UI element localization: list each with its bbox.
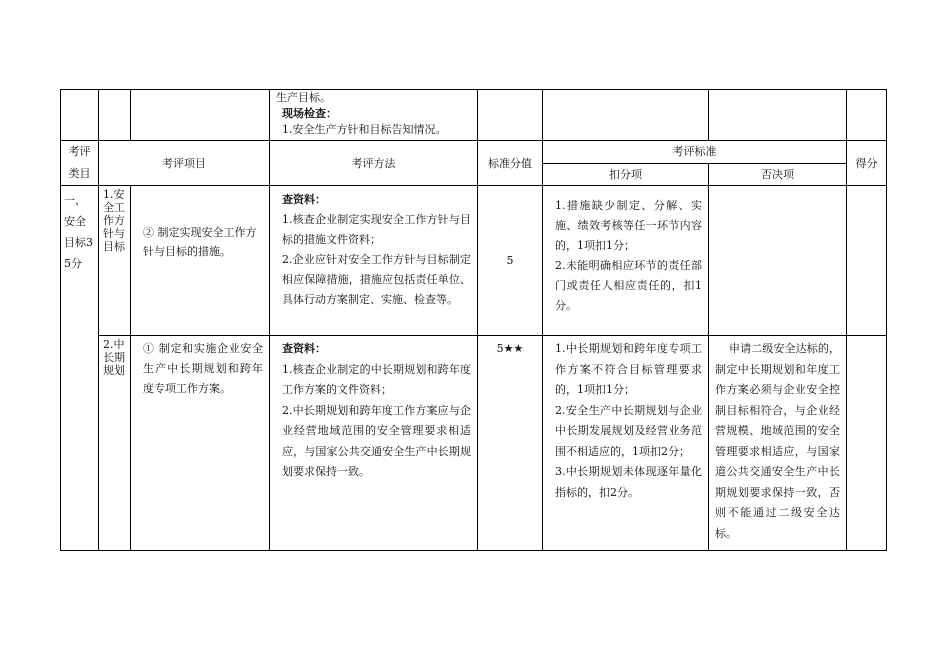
header-deduct: 扣分项 [543, 163, 709, 186]
deduct-line: 3.中长期规划未体现逐年量化指标的，扣2分。 [555, 465, 702, 499]
deduct-line: 2.安全生产中长期规划与企业中长期发展规划及经营业务范围不相适应的，1项扣2分； [555, 403, 702, 458]
item-description-text: ② 制定实现安全工作方针与目标的措施。 [143, 225, 257, 258]
method-line: 1.核查企业制定实现安全工作方针与目标的措施文件资料； [282, 213, 471, 246]
veto-cell [709, 336, 847, 551]
item-description [131, 336, 270, 551]
veto-cell [709, 186, 847, 336]
item-no-cell-empty [99, 90, 131, 141]
veto-cell-empty [709, 90, 847, 141]
veto-text: 申请二级安全达标的，制定中长期规划和年度工作方案必须与企业安全控制目标相符合，与企业经营规模、地域范围的安全管理要求相适应，与国家道公共交通安全生产中长期规划要求保持一致，否则不能通过二级安全达标。 [715, 342, 840, 540]
header-row [61, 141, 887, 164]
method-title: 现场检查： [282, 107, 337, 120]
header-score: 标准分值 [478, 141, 543, 186]
deduct-line: 2.未能明确相应环节的责任部门或责任人相应责任的，扣1分。 [555, 259, 702, 312]
deduct-line: 1.中长期规划和跨年度专项工作方案不符合目标管理要求的，1项扣1分； [555, 342, 702, 396]
assessment-table [60, 89, 887, 551]
header-veto: 否决项 [709, 163, 847, 186]
deduct-cell-empty [543, 90, 709, 141]
method-line: 生产目标。 [276, 91, 331, 104]
header-method: 考评方法 [270, 141, 478, 186]
item-number: 1.安全工作方针与目标 [99, 186, 131, 336]
method-line: 1.核查企业制定的中长期规划和跨年度工作方案的文件资料； [282, 362, 471, 396]
result-cell [847, 336, 887, 551]
deduct-cell [543, 336, 709, 551]
continuation-row [61, 90, 887, 141]
assessment-table-document [60, 89, 887, 551]
result-cell-empty [847, 90, 887, 141]
item-description-text: ① 制定和实施企业安全生产中长期规划和跨年度专项工作方案。 [143, 342, 263, 395]
score-cell: 5 [478, 186, 543, 336]
method-cell [270, 90, 478, 141]
score-cell: 5★★ [478, 336, 543, 551]
method-cell [270, 336, 478, 551]
table-row [61, 336, 887, 551]
method-line: 1.安全生产方针和目标告知情况。 [282, 123, 447, 136]
method-line: 2.企业应针对安全工作方针与目标制定相应保障措施，措施应包括责任单位、具体行动方案制定、实施、检查等。 [282, 253, 471, 306]
result-cell [847, 186, 887, 336]
method-title: 查资料： [282, 342, 326, 355]
item-desc-cell-empty [131, 90, 270, 141]
header-result: 得分 [847, 141, 887, 186]
category-cell: 一、安全目标35分 [61, 186, 99, 551]
method-title: 查资料： [282, 193, 326, 206]
method-cell [270, 186, 478, 336]
table-row [61, 186, 887, 336]
item-number: 2.中长期规划 [99, 336, 131, 551]
score-cell-empty [478, 90, 543, 141]
item-description [131, 186, 270, 336]
deduct-cell [543, 186, 709, 336]
header-category: 考评类目 [61, 141, 99, 186]
deduct-line: 1.措施缺少制定、分解、实施、绩效考核等任一环节内容的，1项扣1分； [555, 199, 702, 252]
header-item: 考评项目 [99, 141, 270, 186]
header-criteria: 考评标准 [543, 141, 847, 164]
category-cell-empty [61, 90, 99, 141]
method-line: 2.中长期规划和跨年度工作方案应与企业经营地域范围的安全管理要求相适应，与国家公共交通安全生产中长期规划要求保持一致。 [282, 403, 471, 478]
